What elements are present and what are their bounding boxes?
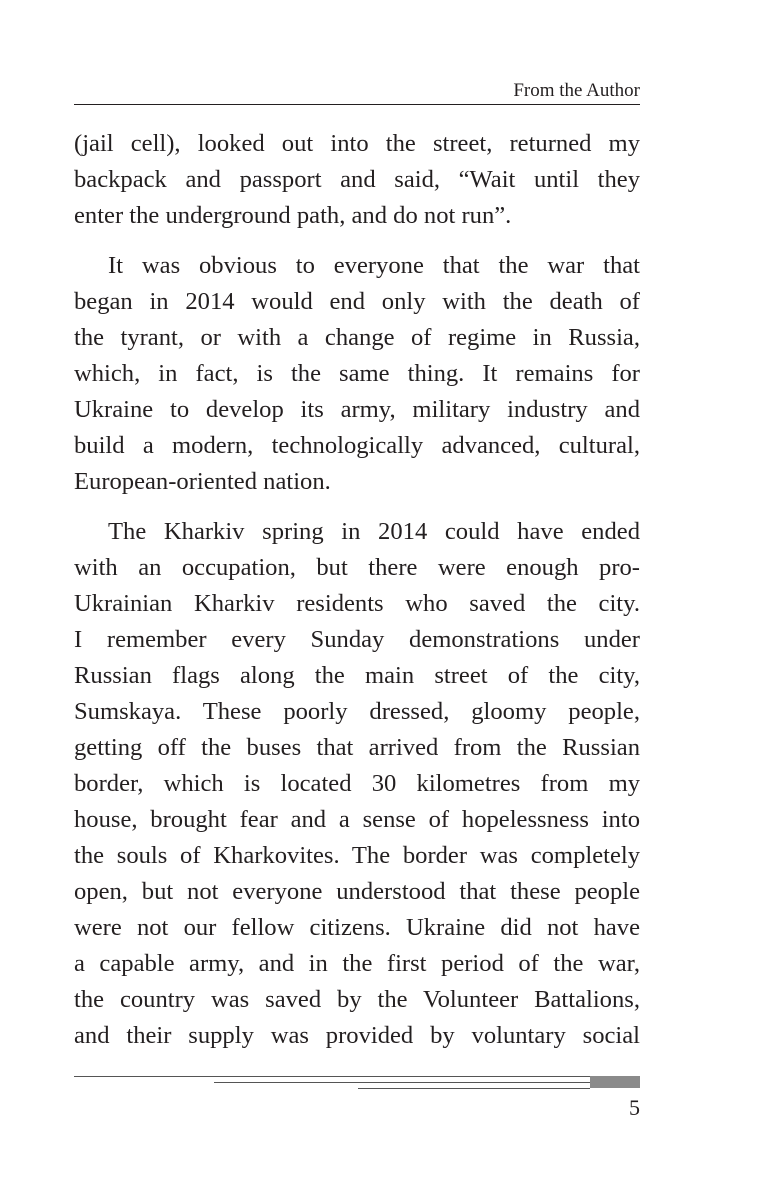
paragraph-3 [74, 514, 640, 1054]
text-line: Ukraine to develop its army, military industry and [74, 396, 640, 423]
footer-accent-block [590, 1076, 640, 1088]
text-line: were not our fellow citizens. Ukraine did not have [74, 914, 640, 941]
text-line: began in 2014 would end only with the death of [74, 288, 640, 315]
text-line: with an occupation, but there were enough pro- [74, 554, 640, 581]
text-line: the souls of Kharkovites. The border was completely [74, 842, 640, 869]
text-line: getting off the buses that arrived from the Russian [74, 734, 640, 761]
footer-rule-bottom [358, 1088, 590, 1089]
text-line: European-oriented nation. [74, 468, 331, 495]
text-line: Sumskaya. These poorly dressed, gloomy people, [74, 698, 640, 725]
paragraph-2 [74, 248, 640, 500]
text-line: enter the underground path, and do not run”. [74, 202, 512, 229]
paragraph-1 [74, 126, 640, 234]
header-rule [74, 104, 640, 105]
text-line: open, but not everyone understood that these people [74, 878, 640, 905]
text-line: which, in fact, is the same thing. It remains for [74, 360, 640, 387]
text-line: I remember every Sunday demonstrations under [74, 626, 640, 653]
text-line: the tyrant, or with a change of regime in Russia, [74, 324, 640, 351]
text-line: The Kharkiv spring in 2014 could have ended [108, 518, 640, 545]
text-line: house, brought fear and a sense of hopelessness into [74, 806, 640, 833]
text-line: a capable army, and in the first period of the war, [74, 950, 640, 977]
text-line: build a modern, technologically advanced, cultural, [74, 432, 640, 459]
text-line: and their supply was provided by voluntary social [74, 1022, 640, 1049]
text-line: border, which is located 30 kilometres from my [74, 770, 640, 797]
page-number: 5 [629, 1095, 640, 1120]
text-line: (jail cell), looked out into the street, returned my [74, 130, 640, 157]
text-line: Ukrainian Kharkiv residents who saved the city. [74, 590, 640, 617]
text-line: backpack and passport and said, “Wait until they [74, 166, 640, 193]
text-line: Russian flags along the main street of the city, [74, 662, 640, 689]
text-line: It was obvious to everyone that the war that [108, 252, 640, 279]
footer-rule-top [74, 1076, 640, 1077]
text-line: the country was saved by the Volunteer Battalions, [74, 986, 640, 1013]
body-text [74, 126, 640, 1068]
footer-rule-middle [214, 1082, 590, 1083]
running-head-title: From the Author [513, 80, 640, 101]
